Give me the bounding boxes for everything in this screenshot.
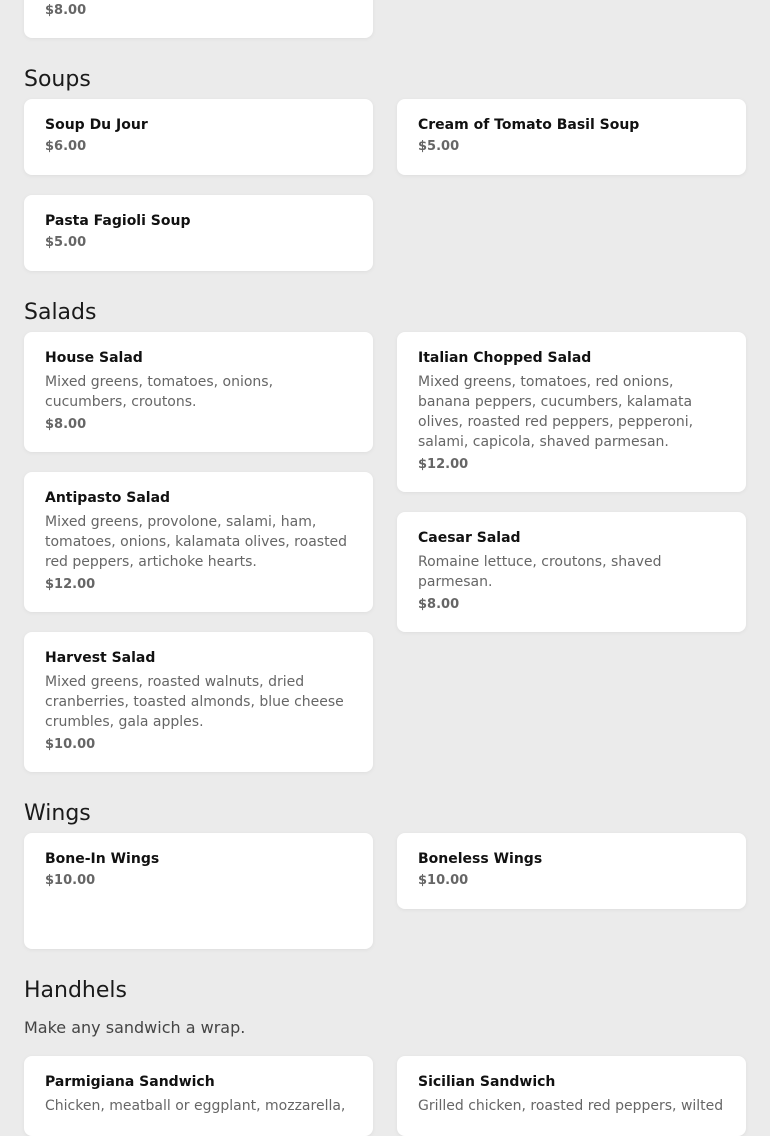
item-description: Mixed greens, provolone, salami, ham, tomatoes, onions, kalamata olives, roasted red peppers, artichoke hearts.	[45, 514, 348, 570]
item-price: $10.00	[45, 737, 96, 752]
item-name: Pasta Fagioli Soup	[45, 213, 191, 229]
menu-item-card[interactable]	[24, 195, 373, 271]
item-description: Chicken, meatball or eggplant, mozzarella,	[45, 1098, 346, 1114]
item-name: House Salad	[45, 350, 143, 366]
item-price: $10.00	[418, 873, 469, 888]
section-title-handhels: Handhels	[24, 978, 127, 1003]
item-description: Mixed greens, tomatoes, onions, cucumbers, croutons.	[45, 374, 274, 410]
item-price: $8.00	[45, 3, 87, 18]
menu-item-card[interactable]	[397, 1056, 746, 1136]
item-name: Parmigiana Sandwich	[45, 1074, 215, 1090]
menu-item-card[interactable]	[24, 332, 373, 452]
menu-item-card[interactable]	[24, 1056, 373, 1136]
item-name: Soup Du Jour	[45, 117, 148, 133]
section-title-salads: Salads	[24, 300, 97, 325]
item-name: Cream of Tomato Basil Soup	[418, 117, 640, 133]
item-name: Bone-In Wings	[45, 851, 160, 867]
item-name: Italian Chopped Salad	[418, 350, 592, 366]
item-price: $8.00	[45, 417, 87, 432]
item-name: Antipasto Salad	[45, 490, 171, 506]
menu-item-card[interactable]	[24, 0, 373, 38]
item-price: $5.00	[418, 139, 460, 154]
menu-item-card[interactable]	[24, 833, 373, 949]
item-description: Mixed greens, tomatoes, red onions, banana peppers, cucumbers, kalamata olives, roasted red peppers, pepperoni, salami, capicola, shaved parmesan.	[418, 374, 694, 450]
item-description: Grilled chicken, roasted red peppers, wilted	[418, 1098, 724, 1114]
item-name: Caesar Salad	[418, 530, 521, 546]
item-price: $10.00	[45, 873, 96, 888]
item-name: Boneless Wings	[418, 851, 543, 867]
menu-item-card[interactable]	[397, 332, 746, 492]
item-price: $8.00	[418, 597, 460, 612]
item-price: $6.00	[45, 139, 87, 154]
menu-item-card[interactable]	[397, 99, 746, 175]
item-description: Romaine lettuce, croutons, shaved parmesan.	[418, 554, 662, 590]
menu-item-card[interactable]	[24, 99, 373, 175]
item-price: $5.00	[45, 235, 87, 250]
item-price: $12.00	[45, 577, 96, 592]
menu-item-card[interactable]	[24, 472, 373, 612]
menu-item-card[interactable]	[24, 632, 373, 772]
section-title-wings: Wings	[24, 801, 91, 826]
item-price: $12.00	[418, 457, 469, 472]
section-note: Make any sandwich a wrap.	[24, 1018, 246, 1037]
menu-item-card[interactable]	[397, 833, 746, 909]
item-description: Mixed greens, roasted walnuts, dried cranberries, toasted almonds, blue cheese crumbles, gala apples.	[45, 674, 344, 730]
section-title-soups: Soups	[24, 67, 91, 92]
item-name: Harvest Salad	[45, 650, 156, 666]
menu-item-card[interactable]	[397, 512, 746, 632]
item-name: Sicilian Sandwich	[418, 1074, 556, 1090]
